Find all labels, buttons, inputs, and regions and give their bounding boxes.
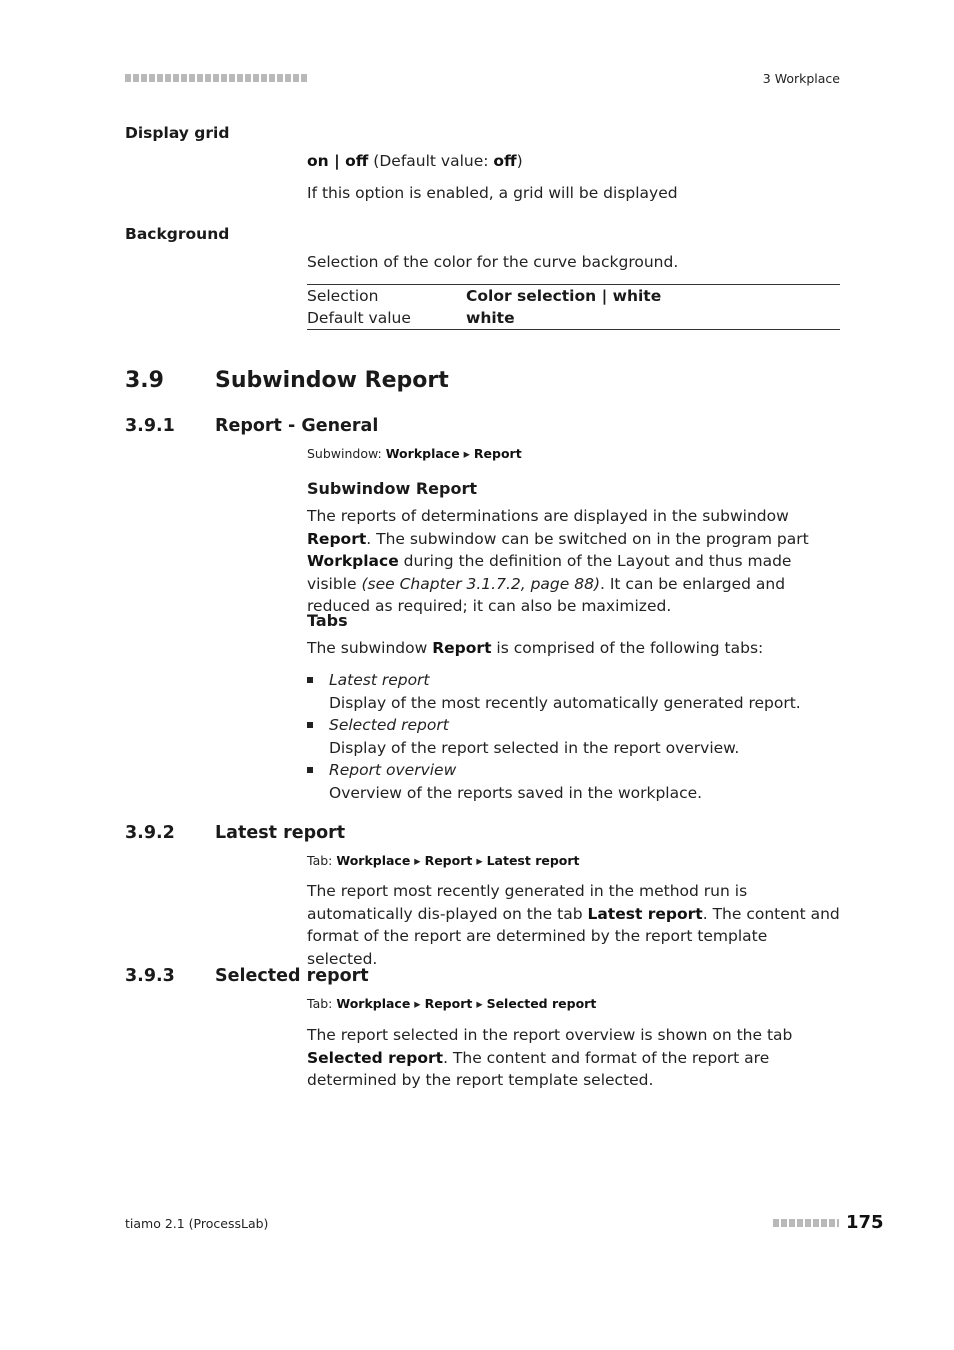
text: The subwindow xyxy=(307,639,433,657)
paragraph-tabs xyxy=(307,637,841,660)
tab-description: Display of the most recently automatically generated report. xyxy=(329,693,801,712)
section-number: 3.9.1 xyxy=(125,416,175,436)
background-description: Selection of the color for the curve background. xyxy=(307,253,679,271)
breadcrumb xyxy=(307,853,580,868)
display-grid-values xyxy=(307,150,841,173)
value-separator: | xyxy=(328,152,346,170)
text: . The content and format of the report are determined by the report template selected. xyxy=(307,1048,770,1089)
header-decoration xyxy=(125,74,307,82)
breadcrumb xyxy=(307,996,596,1011)
text: The report selected in the report overview is shown on the tab xyxy=(307,1026,793,1044)
text: during the definition of the Layout and thus made visible xyxy=(307,552,792,593)
text-bold: Latest report xyxy=(587,904,703,923)
breadcrumb-arrow: ▸ xyxy=(410,853,425,868)
footer-decoration xyxy=(773,1219,839,1227)
table-row xyxy=(307,285,840,308)
breadcrumb-arrow: ▸ xyxy=(459,446,474,461)
term-display-grid: Display grid xyxy=(125,124,230,142)
table-value: Color selection | white xyxy=(466,287,662,305)
table-row xyxy=(307,307,840,330)
text: is comprised of the following tabs: xyxy=(491,639,764,657)
section-number: 3.9.2 xyxy=(125,823,175,843)
section-number: 3.9 xyxy=(125,368,164,393)
section-heading-3-9-1 xyxy=(125,416,378,436)
section-number: 3.9.3 xyxy=(125,966,175,986)
table-value: white xyxy=(466,309,515,327)
tab-name: Report overview xyxy=(329,761,457,779)
text-bold: Workplace xyxy=(307,552,399,570)
section-title: Subwindow Report xyxy=(215,368,449,393)
value-on: on xyxy=(307,152,329,170)
tab-name: Latest report xyxy=(329,671,430,689)
section-title: Report - General xyxy=(215,416,379,436)
text-bold: Report xyxy=(432,639,492,657)
breadcrumb-prefix: Subwindow: xyxy=(307,446,386,461)
tabs-list xyxy=(307,669,841,804)
list-item xyxy=(307,714,841,759)
section-heading-3-9-2 xyxy=(125,823,345,843)
text-bold: Selected report xyxy=(307,1048,444,1067)
section-heading-3-9 xyxy=(125,368,449,393)
display-grid-description: If this option is enabled, a grid will be displayed xyxy=(307,184,678,202)
section-title: Latest report xyxy=(215,823,346,843)
default-suffix: ) xyxy=(516,152,523,170)
breadcrumb-item: Workplace xyxy=(336,996,411,1011)
breadcrumb-item: Report xyxy=(473,446,522,461)
value-off: off xyxy=(345,152,369,170)
breadcrumb-item: Latest report xyxy=(486,853,580,868)
breadcrumb-arrow: ▸ xyxy=(410,996,425,1011)
table-key: Selection xyxy=(307,287,379,305)
table-key: Default value xyxy=(307,309,411,327)
breadcrumb-arrow: ▸ xyxy=(472,996,487,1011)
paragraph-selected-report xyxy=(307,1024,841,1092)
header-chapter: 3 Workplace xyxy=(762,71,840,86)
text: . The content and format of the report are determined by the report template selected. xyxy=(307,904,840,968)
paragraph-subwindow-report xyxy=(307,505,841,618)
bullet-icon xyxy=(307,767,313,773)
breadcrumb-item: Report xyxy=(424,853,473,868)
bullet-icon xyxy=(307,677,313,683)
list-item xyxy=(307,669,841,714)
chapter-reference-link[interactable]: (see Chapter 3.1.7.2, page 88) xyxy=(361,574,600,593)
term-background: Background xyxy=(125,225,230,243)
section-title: Selected report xyxy=(215,966,369,986)
subheading-subwindow-report: Subwindow Report xyxy=(307,479,477,498)
breadcrumb-prefix: Tab: xyxy=(307,996,337,1011)
default-value: off xyxy=(493,152,517,170)
text: . It can be enlarged and reduced as required; it can also be maximized. xyxy=(307,574,786,615)
breadcrumb-arrow: ▸ xyxy=(472,853,487,868)
default-prefix: (Default value: xyxy=(368,152,494,170)
breadcrumb-item: Workplace xyxy=(385,446,460,461)
tab-name: Selected report xyxy=(329,716,449,734)
breadcrumb-item: Report xyxy=(424,996,473,1011)
list-item xyxy=(307,759,841,804)
footer-product: tiamo 2.1 (ProcessLab) xyxy=(125,1216,269,1231)
page-number: 175 xyxy=(846,1212,884,1233)
breadcrumb-item: Workplace xyxy=(336,853,411,868)
subheading-tabs: Tabs xyxy=(307,611,348,630)
text: . The subwindow can be switched on in the program part xyxy=(366,529,809,548)
tab-description: Overview of the reports saved in the workplace. xyxy=(329,783,703,802)
bullet-icon xyxy=(307,722,313,728)
text-bold: Report xyxy=(307,529,367,548)
paragraph-latest-report xyxy=(307,880,841,970)
tab-description: Display of the report selected in the report overview. xyxy=(329,738,740,757)
text: The reports of determinations are displayed in the subwindow xyxy=(307,507,789,525)
breadcrumb-item: Selected report xyxy=(486,996,597,1011)
breadcrumb-prefix: Tab: xyxy=(307,853,337,868)
breadcrumb xyxy=(307,446,522,461)
section-heading-3-9-3 xyxy=(125,966,369,986)
text: The report most recently generated in the method run is automatically dis-played on the tab xyxy=(307,882,748,923)
background-options-table xyxy=(307,284,840,330)
